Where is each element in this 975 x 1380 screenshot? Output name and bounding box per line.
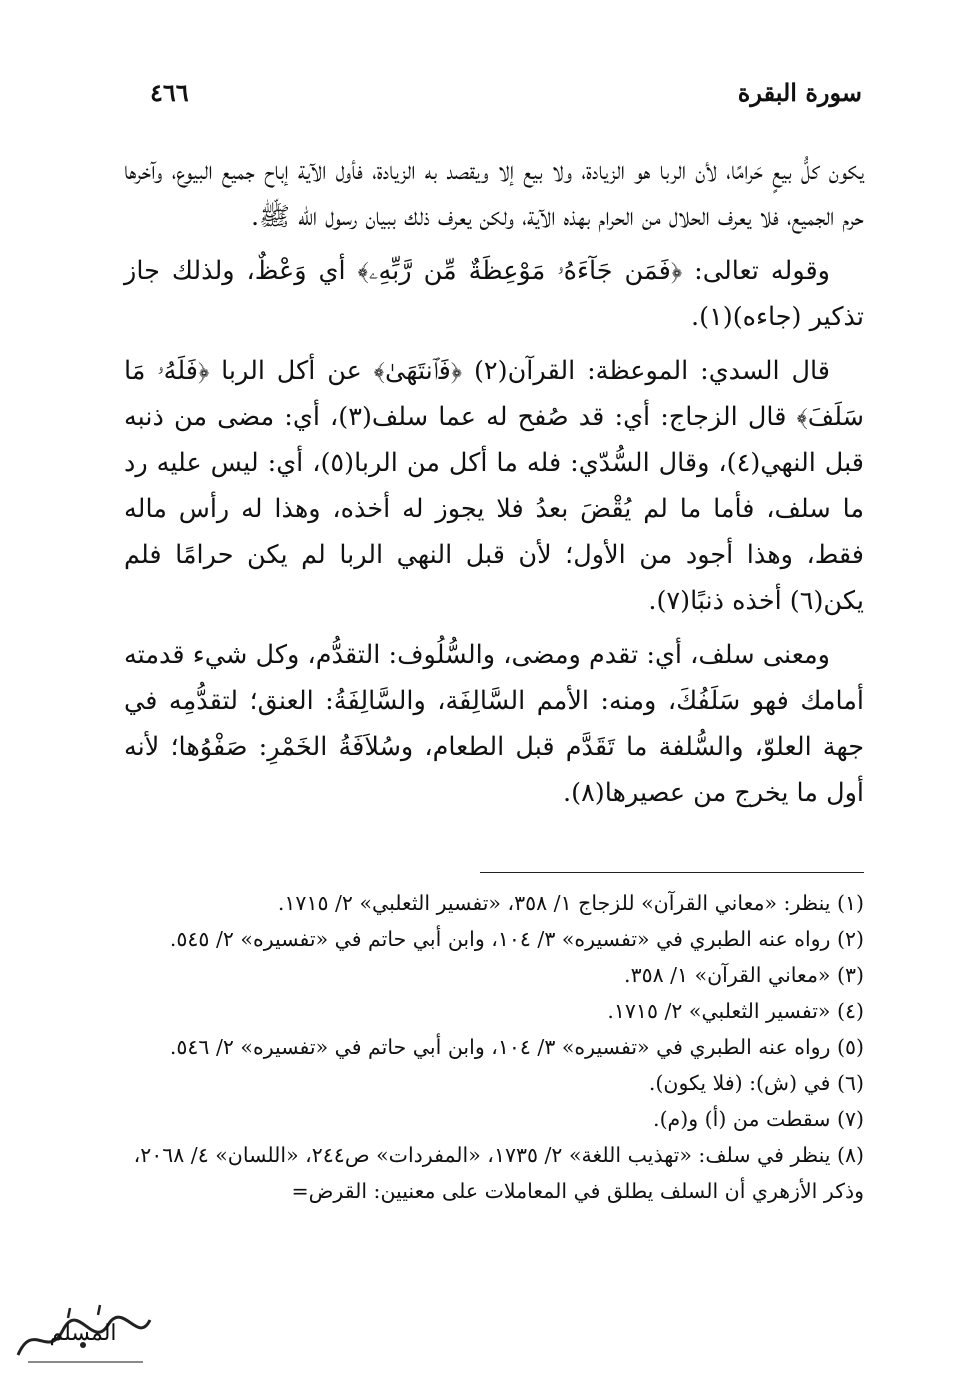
paragraph: قال السدي: الموعظة: القرآن(٢) ﴿فَٱنتَهَىٰ﴾ عن أكل الربا ﴿فَلَهُۥ مَا سَلَفَ﴾ قال الزجاج: أي: قد صُفح له عما سلف(٣)، أي: مضى من ذنبه قبل النهي(٤)، وقال السُّدّي: فله ما أكل من الربا(٥)، أي: ليس عليه رد ما سلف، فأما ما لم يُقْضَ بعدُ فلا يجوز له أخذه، وهذا له رأس ماله فقط، وهذا أجود من الأول؛ لأن قبل النهي الربا لم يكن حرامًا فلم يكن(٦) أخذه ذنبًا(٧).	[124, 356, 865, 616]
footnote: (٦) في (ش): (فلا يكون).	[648, 1071, 864, 1095]
paragraph: يكون كلُّ بيعٍ حَرامًا، لأن الربا هو الزيادة، ولا بيع إلا ويقصد به الزيادة، فأول الآية إباح جميع البيوع، وآخرها حرم الجميع، فلا يعرف الحلال من الحرام بهذه الآية، ولكن يعرف ذلك ببيان رسول الله ﷺ.	[124, 156, 864, 232]
paragraph: ومعنى سلف، أي: تقدم ومضى، والسُّلُوف: التقدُّم، وكل شيء قدمته أمامك فهو سَلَفُكَ، ومنه: الأمم السَّالِفَة، والسَّالِفَةُ: العنق؛ لتقدُّمِه في جهة العلوّ، والسُّلفة ما تَقَدَّم قبل الطعام، وسُلاَفَةُ الخَمْرِ: صَفْوُها؛ لأنه أول ما يخرج من عصيرها(٨).	[124, 640, 864, 808]
publisher-logo	[8, 1300, 158, 1370]
paragraph: وقوله تعالى: ﴿فَمَن جَآءَهُۥ مَوْعِظَةٌ مِّن رَّبِّهِۦ﴾ أي وَعْظٌ، ولذلك جاز تذكير (جاءه)(١).	[124, 256, 864, 332]
footnote: (٧) سقطت من (أ) و(م).	[653, 1107, 864, 1131]
surah-title: سورة البقرة	[737, 78, 862, 107]
page-number: ٤٦٦	[150, 78, 189, 107]
footnote: (٣) «معاني القرآن» ١/ ٣٥٨.	[624, 963, 864, 987]
footnote-divider	[480, 872, 864, 873]
footnote: (٨) ينظر في سلف: «تهذيب اللغة» ٢/ ١٧٣٥، «المفردات» ص٢٤٤، «اللسان» ٤/ ٢٠٦٨، وذكر الأزهري أن السلف يطلق في المعاملات على معنيين: القرض=	[133, 1143, 864, 1203]
calligraphy-logo-icon	[8, 1300, 158, 1370]
footnote: (١) ينظر: «معاني القرآن» للزجاج ١/ ٣٥٨، «تفسير الثعلبي» ٢/ ١٧١٥.	[277, 891, 864, 915]
footnote: (٤) «تفسير الثعلبي» ٢/ ١٧١٥.	[607, 999, 864, 1023]
footnote: (٥) رواه عنه الطبري في «تفسيره» ٣/ ١٠٤، وابن أبي حاتم في «تفسيره» ٢/ ٥٤٦.	[169, 1035, 864, 1059]
main-text	[124, 148, 864, 824]
logo-text: المسلم	[49, 1321, 117, 1346]
footnote: (٢) رواه عنه الطبري في «تفسيره» ٣/ ١٠٤، وابن أبي حاتم في «تفسيره» ٢/ ٥٤٥.	[169, 927, 864, 951]
page-header	[150, 78, 862, 118]
footnotes	[124, 885, 864, 1209]
